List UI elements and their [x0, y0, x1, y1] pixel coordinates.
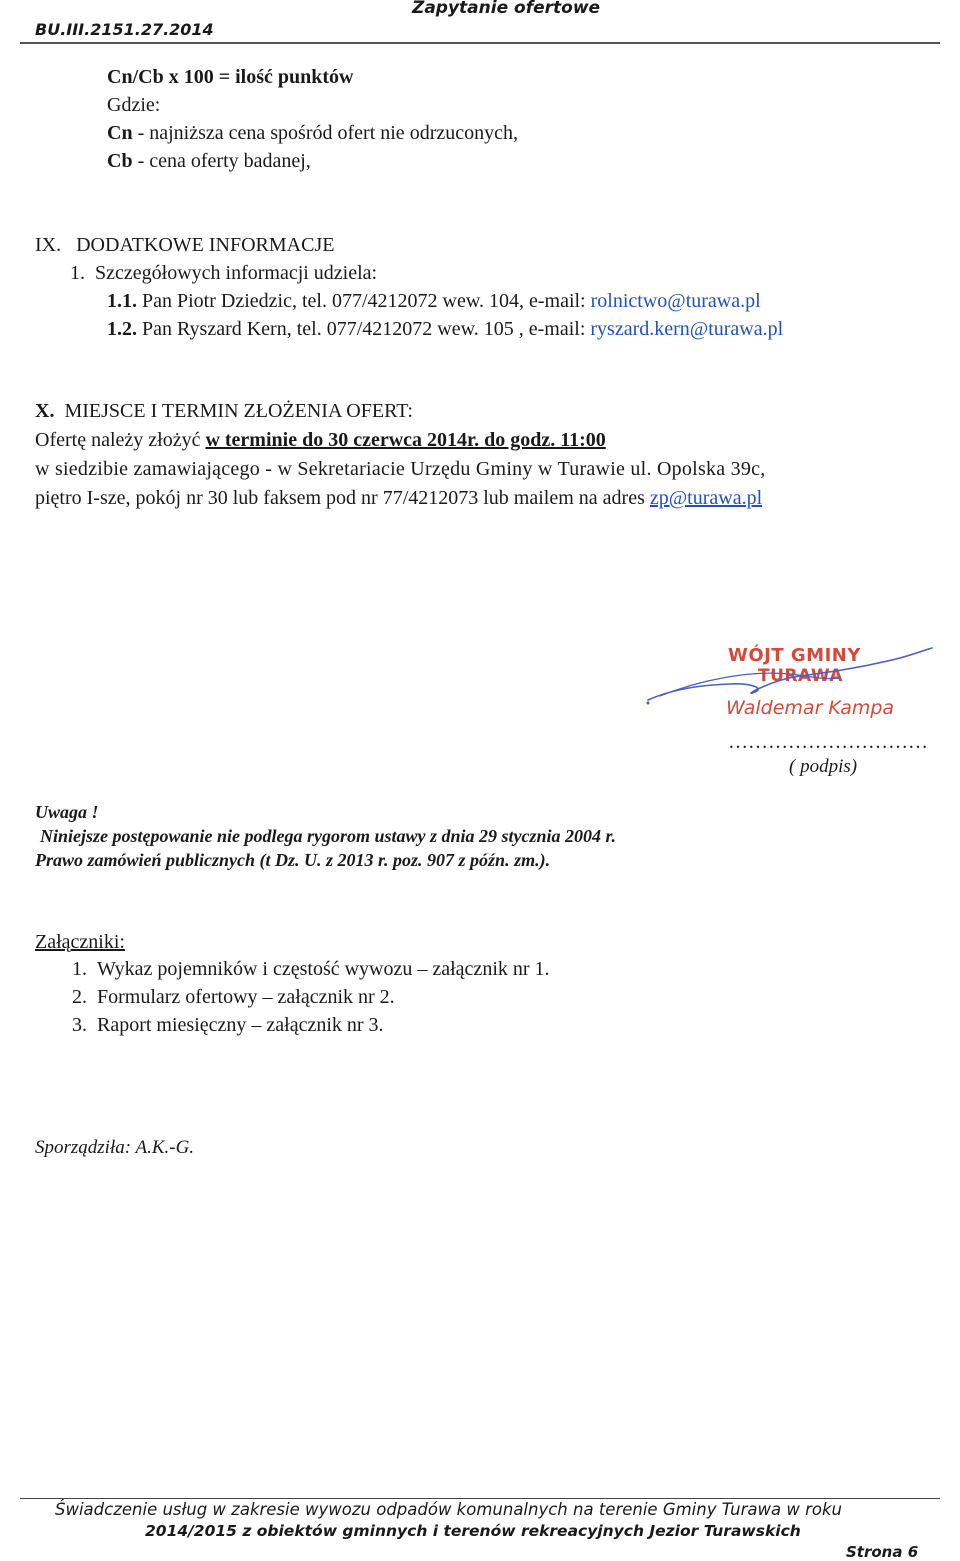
page-number: Strona 6: [846, 1543, 919, 1561]
submission-line: piętro I-sze, pokój nr 30 lub faksem pod nr 77/4212073 lub mailem na adres zp@turawa.pl: [35, 487, 763, 509]
attachment-item: 3. Raport miesięczny – załącznik nr 3.: [72, 1014, 384, 1036]
header-divider: [20, 42, 940, 44]
deadline-line: Ofertę należy złożyć w terminie do 30 czerwca 2014r. do godz. 11:00: [35, 429, 606, 451]
contact-2: 1.2. Pan Ryszard Kern, tel. 077/4212072 wew. 105 , e-mail: ryszard.kern@turawa.pl: [107, 318, 784, 340]
cb-definition: Cb - cena oferty badanej,: [107, 150, 311, 172]
section-ix-heading: IX. DODATKOWE INFORMACJE: [35, 234, 335, 256]
prepared-by: Sporządziła: A.K.-G.: [35, 1137, 195, 1158]
section-ix-item1: 1. Szczegółowych informacji udziela:: [70, 262, 378, 284]
contact-1: 1.1. Pan Piotr Dziedzic, tel. 077/4212072 wew. 104, e-mail: rolnictwo@turawa.pl: [107, 290, 761, 312]
signature-dots: …………………………: [728, 731, 928, 753]
handwritten-signature: [640, 640, 940, 720]
deadline: w terminie do 30 czerwca 2014r. do godz. 11:00: [205, 429, 606, 451]
stamp-line1: WÓJT GMINY: [728, 645, 861, 666]
note-line2: Prawo zamówień publicznych (t Dz. U. z 2013 r. poz. 907 z późn. zm.).: [35, 850, 551, 870]
stamp-line2: TURAWA: [758, 666, 844, 686]
cn-definition: Cn - najniższa cena spośród ofert nie odrzuconych,: [107, 122, 518, 144]
section-x-heading: X. MIEJSCE I TERMIN ZŁOŻENIA OFERT:: [35, 400, 413, 422]
attachment-item: 1. Wykaz pojemników i częstość wywozu – załącznik nr 1.: [72, 958, 550, 980]
footer-line1: Świadczenie usług w zakresie wywozu odpadów komunalnych na terenie Gminy Turawa w roku: [55, 1500, 842, 1519]
address-line: w siedzibie zamawiającego - w Sekretariacie Urzędu Gminy w Turawie ul. Opolska 39c,: [35, 458, 766, 480]
document-reference: BU.III.2151.27.2014: [35, 20, 214, 39]
email-link-1[interactable]: rolnictwo@turawa.pl: [590, 290, 761, 312]
note-title: Uwaga !: [35, 802, 99, 822]
signature-label: ( podpis): [789, 756, 858, 777]
email-link-zp[interactable]: zp@turawa.pl: [649, 487, 763, 509]
scoring-formula: Cn/Cb x 100 = ilość punktów: [107, 66, 354, 88]
attachments-title: Załączniki:: [35, 931, 125, 953]
footer-line2: 2014/2015 z obiektów gminnych i terenów rekreacyjnych Jezior Turawskich: [145, 1522, 801, 1540]
footer-divider: [20, 1498, 940, 1499]
where-label: Gdzie:: [107, 94, 161, 116]
note-line1: Niniejsze postępowanie nie podlega rygorom ustawy z dnia 29 stycznia 2004 r.: [40, 826, 617, 846]
attachment-item: 2. Formularz ofertowy – załącznik nr 2.: [72, 986, 395, 1008]
email-link-2[interactable]: ryszard.kern@turawa.pl: [590, 318, 784, 340]
document-title: Zapytanie ofertowe: [412, 0, 601, 18]
stamp-name: Waldemar Kampa: [726, 697, 895, 719]
